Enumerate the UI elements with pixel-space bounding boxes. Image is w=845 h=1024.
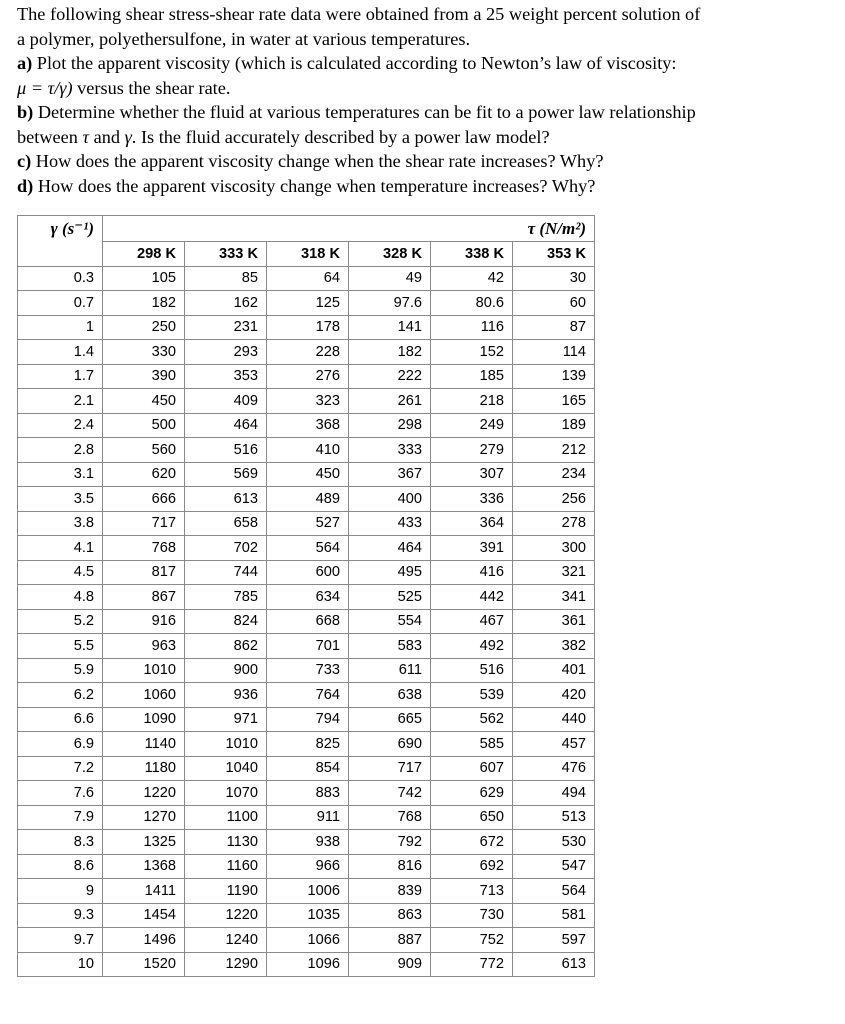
shear-rate-cell: 9.3 xyxy=(18,903,103,928)
table-row xyxy=(18,560,595,585)
shear-stress-cell: 638 xyxy=(349,683,431,708)
table-row xyxy=(18,364,595,389)
shear-stress-cell: 162 xyxy=(185,291,267,316)
shear-stress-cell: 1066 xyxy=(267,928,349,953)
shear-stress-cell: 665 xyxy=(349,707,431,732)
table-row xyxy=(18,805,595,830)
shear-rate-cell: 3.8 xyxy=(18,511,103,536)
table-row xyxy=(18,830,595,855)
table-row xyxy=(18,707,595,732)
shear-stress-cell: 1130 xyxy=(185,830,267,855)
shear-stress-cell: 367 xyxy=(349,462,431,487)
shear-stress-cell: 569 xyxy=(185,462,267,487)
shear-stress-cell: 476 xyxy=(513,756,595,781)
shear-stress-cell: 391 xyxy=(431,536,513,561)
table-row xyxy=(18,732,595,757)
shear-stress-cell: 772 xyxy=(431,952,513,977)
shear-stress-cell: 862 xyxy=(185,634,267,659)
shear-rate-cell: 4.8 xyxy=(18,585,103,610)
shear-stress-cell: 530 xyxy=(513,830,595,855)
shear-stress-cell: 1270 xyxy=(103,805,185,830)
shear-stress-cell: 611 xyxy=(349,658,431,683)
shear-stress-cell: 1140 xyxy=(103,732,185,757)
part-a-line-1 xyxy=(17,51,837,76)
shear-stress-cell: 1040 xyxy=(185,756,267,781)
shear-stress-cell: 489 xyxy=(267,487,349,512)
shear-stress-cell: 730 xyxy=(431,903,513,928)
shear-stress-cell: 717 xyxy=(349,756,431,781)
shear-stress-cell: 634 xyxy=(267,585,349,610)
shear-stress-cell: 817 xyxy=(103,560,185,585)
shear-rate-cell: 9.7 xyxy=(18,928,103,953)
shear-stress-cell: 450 xyxy=(103,389,185,414)
shear-stress-cell: 516 xyxy=(431,658,513,683)
shear-stress-cell: 752 xyxy=(431,928,513,953)
shear-data-table xyxy=(17,215,595,977)
shear-stress-cell: 185 xyxy=(431,364,513,389)
table-row xyxy=(18,389,595,414)
shear-stress-cell: 464 xyxy=(349,536,431,561)
part-d-line xyxy=(17,174,837,199)
shear-stress-cell: 854 xyxy=(267,756,349,781)
shear-stress-cell: 49 xyxy=(349,266,431,291)
shear-stress-cell: 717 xyxy=(103,511,185,536)
shear-stress-cell: 189 xyxy=(513,413,595,438)
shear-stress-cell: 513 xyxy=(513,805,595,830)
part-d-text: How does the apparent viscosity change when temperature increases? Why? xyxy=(33,175,596,196)
part-a-text-2: versus the shear rate. xyxy=(72,77,231,98)
shear-stress-cell: 1090 xyxy=(103,707,185,732)
shear-stress-cell: 527 xyxy=(267,511,349,536)
viscosity-formula: μ = τ/γ) xyxy=(17,77,73,98)
shear-stress-cell: 966 xyxy=(267,854,349,879)
part-a-label: a) xyxy=(17,53,33,73)
part-c-line xyxy=(17,149,837,174)
shear-stress-cell: 971 xyxy=(185,707,267,732)
shear-stress-cell: 293 xyxy=(185,340,267,365)
shear-rate-cell: 4.1 xyxy=(18,536,103,561)
shear-stress-cell: 152 xyxy=(431,340,513,365)
table-row xyxy=(18,487,595,512)
shear-stress-cell: 883 xyxy=(267,781,349,806)
table-row xyxy=(18,315,595,340)
shear-stress-cell: 300 xyxy=(513,536,595,561)
shear-stress-cell: 341 xyxy=(513,585,595,610)
shear-stress-cell: 323 xyxy=(267,389,349,414)
part-b-text-2b: . Is the fluid accurately described by a power law model? xyxy=(131,126,550,147)
shear-stress-cell: 420 xyxy=(513,683,595,708)
intro-line-1: The following shear stress-shear rate data were obtained from a 25 weight percent solution of xyxy=(17,4,701,24)
shear-stress-cell: 401 xyxy=(513,658,595,683)
shear-stress-cell: 333 xyxy=(349,438,431,463)
shear-rate-cell: 7.2 xyxy=(18,756,103,781)
shear-stress-cell: 410 xyxy=(267,438,349,463)
shear-stress-cell: 600 xyxy=(267,560,349,585)
shear-rate-cell: 1 xyxy=(18,315,103,340)
shear-stress-cell: 416 xyxy=(431,560,513,585)
table-row xyxy=(18,413,595,438)
shear-stress-cell: 105 xyxy=(103,266,185,291)
shear-stress-cell: 85 xyxy=(185,266,267,291)
shear-stress-cell: 672 xyxy=(431,830,513,855)
shear-stress-cell: 629 xyxy=(431,781,513,806)
blank-corner-cell xyxy=(18,242,103,267)
shear-stress-cell: 1220 xyxy=(185,903,267,928)
table-row xyxy=(18,511,595,536)
shear-stress-cell: 581 xyxy=(513,903,595,928)
shear-stress-cell: 1325 xyxy=(103,830,185,855)
shear-stress-cell: 1220 xyxy=(103,781,185,806)
table-row xyxy=(18,683,595,708)
table-row xyxy=(18,462,595,487)
shear-stress-cell: 887 xyxy=(349,928,431,953)
part-a-line-2 xyxy=(17,76,837,101)
shear-stress-cell: 909 xyxy=(349,952,431,977)
shear-rate-cell: 2.1 xyxy=(18,389,103,414)
shear-stress-cell: 916 xyxy=(103,609,185,634)
shear-stress-cell: 433 xyxy=(349,511,431,536)
shear-stress-cell: 1160 xyxy=(185,854,267,879)
shear-stress-cell: 539 xyxy=(431,683,513,708)
shear-stress-cell: 1190 xyxy=(185,879,267,904)
shear-stress-cell: 562 xyxy=(431,707,513,732)
part-b-label: b) xyxy=(17,102,34,122)
tau-symbol: τ xyxy=(82,126,90,147)
shear-stress-cell: 867 xyxy=(103,585,185,610)
shear-stress-cell: 936 xyxy=(185,683,267,708)
shear-rate-cell: 9 xyxy=(18,879,103,904)
table-row xyxy=(18,879,595,904)
temperature-header-row xyxy=(18,242,595,267)
shear-rate-cell: 10 xyxy=(18,952,103,977)
shear-stress-cell: 368 xyxy=(267,413,349,438)
shear-stress-cell: 668 xyxy=(267,609,349,634)
shear-stress-cell: 607 xyxy=(431,756,513,781)
shear-stress-cell: 525 xyxy=(349,585,431,610)
shear-stress-cell: 261 xyxy=(349,389,431,414)
table-row xyxy=(18,928,595,953)
shear-stress-cell: 249 xyxy=(431,413,513,438)
shear-stress-cell: 1010 xyxy=(185,732,267,757)
shear-stress-cell: 1096 xyxy=(267,952,349,977)
shear-stress-cell: 390 xyxy=(103,364,185,389)
shear-stress-cell: 494 xyxy=(513,781,595,806)
shear-stress-cell: 547 xyxy=(513,854,595,879)
table-row xyxy=(18,291,595,316)
shear-stress-cell: 613 xyxy=(513,952,595,977)
shear-stress-cell: 554 xyxy=(349,609,431,634)
shear-rate-cell: 5.9 xyxy=(18,658,103,683)
part-b-line-1 xyxy=(17,100,837,125)
table-row xyxy=(18,756,595,781)
shear-rate-cell: 6.2 xyxy=(18,683,103,708)
part-d-label: d) xyxy=(17,175,34,196)
shear-stress-cell: 182 xyxy=(103,291,185,316)
shear-rate-cell: 6.9 xyxy=(18,732,103,757)
shear-stress-cell: 467 xyxy=(431,609,513,634)
shear-stress-cell: 1454 xyxy=(103,903,185,928)
shear-stress-cell: 228 xyxy=(267,340,349,365)
shear-stress-cell: 400 xyxy=(349,487,431,512)
shear-stress-cell: 87 xyxy=(513,315,595,340)
shear-stress-cell: 60 xyxy=(513,291,595,316)
shear-stress-cell: 353 xyxy=(185,364,267,389)
shear-stress-cell: 409 xyxy=(185,389,267,414)
shear-stress-cell: 114 xyxy=(513,340,595,365)
temp-header: 318 K xyxy=(267,242,349,267)
shear-stress-cell: 742 xyxy=(349,781,431,806)
shear-stress-cell: 1368 xyxy=(103,854,185,879)
shear-stress-cell: 97.6 xyxy=(349,291,431,316)
shear-stress-cell: 824 xyxy=(185,609,267,634)
shear-stress-cell: 298 xyxy=(349,413,431,438)
table-row xyxy=(18,781,595,806)
shear-stress-cell: 212 xyxy=(513,438,595,463)
table-header-row xyxy=(18,216,595,242)
temp-header: 353 K xyxy=(513,242,595,267)
problem-statement xyxy=(17,2,837,198)
shear-stress-cell: 307 xyxy=(431,462,513,487)
shear-stress-cell: 701 xyxy=(267,634,349,659)
shear-stress-cell: 1010 xyxy=(103,658,185,683)
shear-stress-cell: 464 xyxy=(185,413,267,438)
shear-stress-cell: 1006 xyxy=(267,879,349,904)
shear-stress-cell: 666 xyxy=(103,487,185,512)
table-row xyxy=(18,952,595,977)
shear-stress-cell: 450 xyxy=(267,462,349,487)
shear-rate-cell: 4.5 xyxy=(18,560,103,585)
shear-stress-cell: 597 xyxy=(513,928,595,953)
shear-stress-cell: 492 xyxy=(431,634,513,659)
shear-stress-cell: 361 xyxy=(513,609,595,634)
shear-stress-cell: 690 xyxy=(349,732,431,757)
part-b-text-2a: between xyxy=(17,126,83,147)
shear-stress-cell: 256 xyxy=(513,487,595,512)
shear-stress-cell: 911 xyxy=(267,805,349,830)
table-row xyxy=(18,438,595,463)
shear-stress-header: τ (N/m²) xyxy=(103,216,595,242)
shear-stress-cell: 231 xyxy=(185,315,267,340)
table-body xyxy=(18,266,595,977)
shear-stress-cell: 792 xyxy=(349,830,431,855)
shear-stress-cell: 564 xyxy=(267,536,349,561)
shear-stress-cell: 42 xyxy=(431,266,513,291)
shear-rate-cell: 6.6 xyxy=(18,707,103,732)
temp-header: 338 K xyxy=(431,242,513,267)
shear-stress-cell: 764 xyxy=(267,683,349,708)
shear-stress-cell: 1060 xyxy=(103,683,185,708)
shear-stress-cell: 1180 xyxy=(103,756,185,781)
shear-rate-cell: 0.7 xyxy=(18,291,103,316)
shear-stress-cell: 116 xyxy=(431,315,513,340)
shear-stress-cell: 495 xyxy=(349,560,431,585)
gamma-symbol: γ xyxy=(124,126,132,147)
shear-stress-cell: 560 xyxy=(103,438,185,463)
shear-stress-cell: 1290 xyxy=(185,952,267,977)
intro-line-2: a polymer, polyethersulfone, in water at various temperatures. xyxy=(17,28,471,49)
shear-stress-cell: 900 xyxy=(185,658,267,683)
shear-stress-cell: 139 xyxy=(513,364,595,389)
part-b-text: Determine whether the fluid at various temperatures can be fit to a power law relationship xyxy=(33,102,696,122)
shear-stress-cell: 279 xyxy=(431,438,513,463)
shear-rate-cell: 3.1 xyxy=(18,462,103,487)
shear-stress-cell: 278 xyxy=(513,511,595,536)
table-row xyxy=(18,634,595,659)
shear-stress-cell: 1411 xyxy=(103,879,185,904)
shear-stress-cell: 500 xyxy=(103,413,185,438)
shear-stress-cell: 825 xyxy=(267,732,349,757)
shear-stress-cell: 785 xyxy=(185,585,267,610)
shear-stress-cell: 938 xyxy=(267,830,349,855)
shear-stress-cell: 744 xyxy=(185,560,267,585)
shear-stress-cell: 516 xyxy=(185,438,267,463)
shear-stress-cell: 863 xyxy=(349,903,431,928)
shear-stress-cell: 165 xyxy=(513,389,595,414)
shear-stress-cell: 585 xyxy=(431,732,513,757)
table-row xyxy=(18,585,595,610)
shear-stress-cell: 692 xyxy=(431,854,513,879)
shear-stress-cell: 336 xyxy=(431,487,513,512)
shear-stress-cell: 321 xyxy=(513,560,595,585)
shear-stress-cell: 1035 xyxy=(267,903,349,928)
shear-stress-cell: 125 xyxy=(267,291,349,316)
shear-stress-cell: 1070 xyxy=(185,781,267,806)
shear-stress-cell: 1496 xyxy=(103,928,185,953)
shear-stress-cell: 222 xyxy=(349,364,431,389)
table-row xyxy=(18,854,595,879)
shear-rate-cell: 1.4 xyxy=(18,340,103,365)
shear-rate-cell: 2.4 xyxy=(18,413,103,438)
table-row xyxy=(18,903,595,928)
shear-stress-cell: 250 xyxy=(103,315,185,340)
shear-stress-cell: 713 xyxy=(431,879,513,904)
shear-stress-cell: 276 xyxy=(267,364,349,389)
shear-rate-cell: 2.8 xyxy=(18,438,103,463)
shear-rate-cell: 7.9 xyxy=(18,805,103,830)
shear-rate-cell: 8.6 xyxy=(18,854,103,879)
shear-stress-cell: 330 xyxy=(103,340,185,365)
shear-rate-cell: 5.5 xyxy=(18,634,103,659)
shear-stress-cell: 364 xyxy=(431,511,513,536)
shear-stress-cell: 794 xyxy=(267,707,349,732)
table-row xyxy=(18,340,595,365)
shear-stress-cell: 816 xyxy=(349,854,431,879)
shear-rate-cell: 0.3 xyxy=(18,266,103,291)
shear-rate-cell: 7.6 xyxy=(18,781,103,806)
shear-stress-cell: 839 xyxy=(349,879,431,904)
shear-stress-cell: 1520 xyxy=(103,952,185,977)
shear-stress-cell: 702 xyxy=(185,536,267,561)
shear-stress-cell: 564 xyxy=(513,879,595,904)
shear-stress-cell: 733 xyxy=(267,658,349,683)
table-row xyxy=(18,658,595,683)
shear-stress-cell: 178 xyxy=(267,315,349,340)
table-row xyxy=(18,609,595,634)
part-a-text: Plot the apparent viscosity (which is calculated according to Newton’s law of viscosity: xyxy=(32,53,677,73)
shear-rate-header: γ (s⁻¹) xyxy=(18,216,103,242)
table-row xyxy=(18,266,595,291)
shear-stress-cell: 613 xyxy=(185,487,267,512)
temp-header: 298 K xyxy=(103,242,185,267)
temp-header: 328 K xyxy=(349,242,431,267)
table-row xyxy=(18,536,595,561)
part-c-text: How does the apparent viscosity change when the shear rate increases? Why? xyxy=(31,151,604,171)
shear-stress-cell: 30 xyxy=(513,266,595,291)
shear-rate-cell: 3.5 xyxy=(18,487,103,512)
shear-rate-cell: 1.7 xyxy=(18,364,103,389)
shear-stress-cell: 440 xyxy=(513,707,595,732)
shear-stress-cell: 768 xyxy=(103,536,185,561)
shear-stress-cell: 442 xyxy=(431,585,513,610)
shear-stress-cell: 1100 xyxy=(185,805,267,830)
shear-stress-cell: 1240 xyxy=(185,928,267,953)
shear-stress-cell: 658 xyxy=(185,511,267,536)
shear-stress-cell: 80.6 xyxy=(431,291,513,316)
shear-stress-cell: 457 xyxy=(513,732,595,757)
shear-rate-cell: 8.3 xyxy=(18,830,103,855)
part-b-and: and xyxy=(89,126,125,147)
shear-stress-cell: 182 xyxy=(349,340,431,365)
shear-stress-cell: 620 xyxy=(103,462,185,487)
shear-stress-cell: 218 xyxy=(431,389,513,414)
shear-stress-cell: 963 xyxy=(103,634,185,659)
shear-stress-cell: 650 xyxy=(431,805,513,830)
part-c-label: c) xyxy=(17,151,32,171)
shear-stress-cell: 64 xyxy=(267,266,349,291)
part-b-line-2 xyxy=(17,125,837,150)
temp-header: 333 K xyxy=(185,242,267,267)
shear-stress-cell: 583 xyxy=(349,634,431,659)
shear-stress-cell: 382 xyxy=(513,634,595,659)
shear-stress-cell: 768 xyxy=(349,805,431,830)
shear-rate-cell: 5.2 xyxy=(18,609,103,634)
shear-stress-cell: 234 xyxy=(513,462,595,487)
shear-stress-cell: 141 xyxy=(349,315,431,340)
